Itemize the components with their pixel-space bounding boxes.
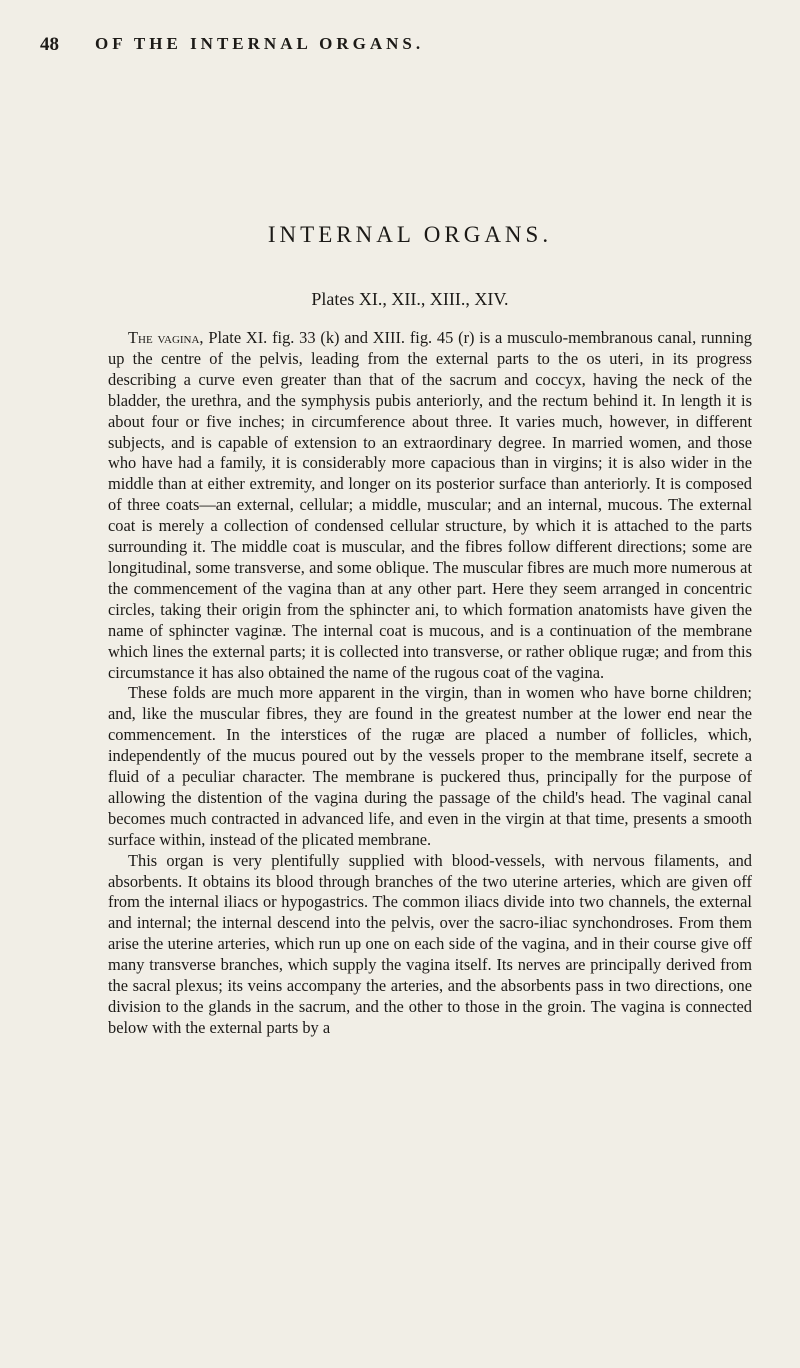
paragraph-text: Plate XI. fig. 33 (k) and XIII. fig. 45 (r) is a musculo-membranous canal, running up the centre of the pelvis, leading from the external parts to the os uteri, in its progress describing a curve even greater than that of the sacrum and coccyx, having the neck of the bladder, the urethra, and the symphysis pubis anteriorly, and the rectum behind it. In length it is about four or five inches; in circumference about three. It varies much, however, in different subjects, and is capable of extension to an extraordinary degree. In married women, and those who have had a family, it is considerably more capacious than in virgins; it is also wider in the middle than at either extremity, and longer on its posterior surface than anteriorly. It is composed of three coats—an external, cellular; a middle, muscular; and an internal, mucous. The external coat is merely a collection of condensed cellular structure, by which it is attached to the parts surrounding it. The middle coat is muscular, and the fibres follow different directions; some are longitudinal, some transverse, and some oblique. The muscular fibres are much more numerous at the commencement of the vagina than at any other part. Here they seem arranged in concentric circles, taking their origin from the sphincter ani, to which formation anatomists have given the name of sphincter vaginæ. The internal coat is mucous, and is a continuation of the membrane which lines the external parts; it is collected into transverse, or rather oblique rugæ; and from this circumstance it has also obtained the name of the rugous coat of the vagina. xyxy=(108,328,752,682)
paragraph xyxy=(108,683,752,850)
paragraph-lead: The vagina, xyxy=(128,328,204,347)
body-text xyxy=(108,328,752,1039)
section-title: INTERNAL ORGANS. xyxy=(267,222,553,247)
page-number: 48 xyxy=(40,34,59,55)
paragraph xyxy=(108,851,752,1039)
running-head xyxy=(40,34,760,64)
paragraph-text: This organ is very plentifully supplied with blood-vessels, with nervous filaments, and absorbents. It obtains its blood through branches of the two uterine arteries, which are given off from the internal iliacs or hypogastrics. The common iliacs divide into two channels, the external and internal; the internal descend into the pelvis, over the sacro-iliac synchondroses. From them arise the uterine arteries, which run up one on each side of the vagina, and in their course give off many transverse branches, which supply the vagina itself. Its nerves are principally derived from the sacral plexus; its veins accompany the arteries, and the absorbents pass in two directions, one division to the glands in the sacrum, and the other to those in the groin. The vagina is connected below with the external parts by a xyxy=(108,850,752,1037)
paragraph-text: These folds are much more apparent in the virgin, than in women who have borne children; and, like the muscular fibres, they are found in the greatest number at the lower end near the commencement. In the interstices of the rugæ are placed a number of follicles, which, independently of the mucus poured out by the vessels proper to the membrane itself, secrete a fluid of a peculiar character. The membrane is puckered thus, principally for the purpose of allowing the distention of the vagina during the passage of the child's head. The vaginal canal becomes much contracted in advanced life, and even in the virgin at that time, presents a smooth surface within, instead of the plicated membrane. xyxy=(108,683,752,849)
paragraph xyxy=(108,328,752,683)
plates-reference: Plates XI., XII., XIII., XIV. xyxy=(311,289,509,309)
running-title: OF THE INTERNAL ORGANS. xyxy=(95,34,425,53)
